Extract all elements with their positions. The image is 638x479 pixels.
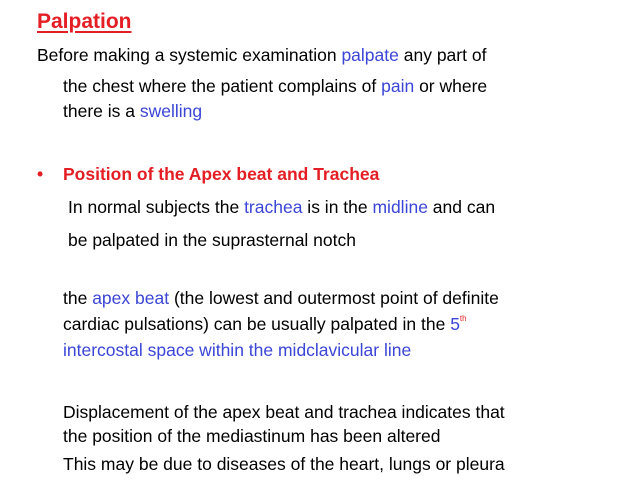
trachea-line-1 bbox=[68, 196, 495, 218]
highlight-midline: midline bbox=[372, 197, 428, 217]
apex-line-3: intercostal space within the midclavicular line bbox=[63, 340, 412, 360]
apex-text: cardiac pulsations) can be usually palpated in the bbox=[63, 314, 451, 334]
intro-text: there is a bbox=[63, 101, 140, 121]
highlight-apex-beat: apex beat bbox=[92, 288, 170, 308]
bullet-heading-text: Position of the Apex beat and Trachea bbox=[63, 164, 380, 184]
trachea-text: and can bbox=[427, 197, 496, 217]
displacement-line-3: This may be due to diseases of the heart, lungs or pleura bbox=[63, 454, 505, 474]
intro-text: any part of bbox=[398, 45, 487, 65]
highlight-palpate: palpate bbox=[341, 45, 399, 65]
trachea-text: In normal subjects the bbox=[68, 197, 245, 217]
apex-text: (the lowest and outermost point of definite bbox=[169, 288, 499, 308]
intro-text: Before making a systemic examination bbox=[37, 45, 342, 65]
intro-text: or where bbox=[414, 76, 488, 96]
intro-line-2 bbox=[63, 75, 487, 97]
bullet-icon: • bbox=[37, 164, 44, 184]
intro-text: the chest where the patient complains of bbox=[63, 76, 382, 96]
slide-title: Palpation bbox=[37, 10, 132, 33]
bullet-heading bbox=[37, 163, 379, 185]
highlight-fifth: 5 bbox=[450, 314, 460, 334]
intro-line-3 bbox=[63, 100, 202, 122]
displacement-line-1: Displacement of the apex beat and trachea indicates that bbox=[63, 402, 505, 422]
highlight-swelling: swelling bbox=[139, 101, 203, 121]
apex-line-2 bbox=[63, 313, 467, 335]
trachea-text: is in the bbox=[302, 197, 373, 217]
apex-text: the bbox=[63, 288, 93, 308]
intro-line-1 bbox=[37, 44, 486, 66]
displacement-line-2: the position of the mediastinum has been altered bbox=[63, 426, 441, 446]
trachea-line-2: be palpated in the suprasternal notch bbox=[68, 230, 356, 250]
apex-line-1 bbox=[63, 287, 499, 309]
highlight-pain: pain bbox=[381, 76, 415, 96]
highlight-trachea: trachea bbox=[244, 197, 303, 217]
superscript-th: th bbox=[459, 314, 467, 323]
